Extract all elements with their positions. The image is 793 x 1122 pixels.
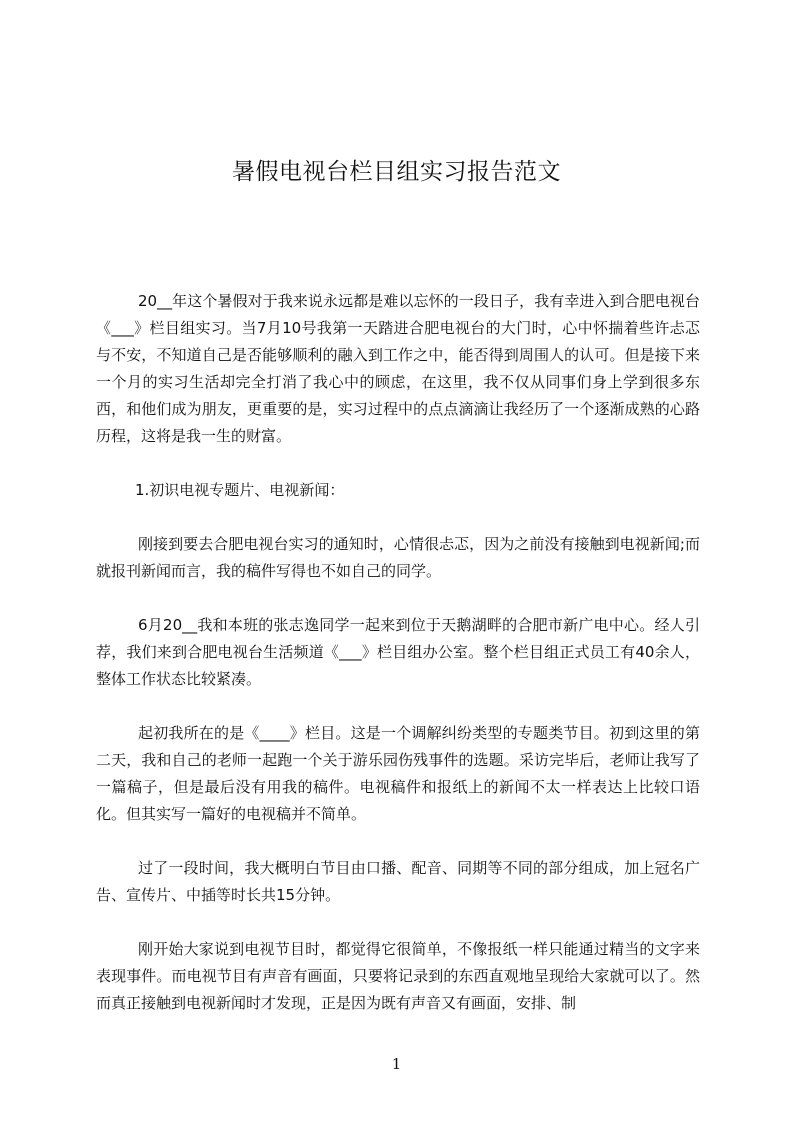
paragraph-arrival: 6月20__我和本班的张志逸同学一起来到位于天鹅湖畔的合肥市新广电中心。经人引荐，我们来到合肥电视台生活频道《___》栏目组办公室。整个栏目组正式员工有40余人，整体工作状态比较紧凑。	[96, 616, 700, 688]
document-body	[96, 288, 700, 1017]
paragraph-first-program: 起初我所在的是《____》栏目。这是一个调解纠纷类型的专题类节目。初到这里的第二天，我和自己的老师一起跑一个关于游乐园伤残事件的选题。采访完毕后，老师让我写了一篇稿子，但是最后没有用我的稿件。电视稿件和报纸上的新闻不太一样表达上比较口语化。但其实写一篇好的电视稿并不简单。	[96, 724, 700, 823]
page-title: 暑假电视台栏目组实习报告范文	[232, 159, 561, 186]
section-heading: 1.初识电视专题片、电视新闻：	[135, 481, 345, 499]
page-number: 1	[391, 1055, 402, 1073]
paragraph-tv-news: 刚开始大家说到电视节目时，都觉得它很简单，不像报纸一样只能通过精当的文字来表现事件。而电视节目有声音有画面，只要将记录到的东西直观地呈现给大家就可以了。然而真正接触到电视新闻时才发现，正是因为既有声音又有画面，安排、制	[96, 940, 700, 1012]
paragraph-program-structure: 过了一段时间，我大概明白节目由口播、配音、同期等不同的部分组成，加上冠名广告、宣传片、中插等时长共15分钟。	[96, 859, 700, 904]
paragraph-intro: 20__年这个暑假对于我来说永远都是难以忘怀的一段日子，我有幸进入到合肥电视台《___》栏目组实习。当7月10号我第一天踏进合肥电视台的大门时，心中怀揣着些许忐忑与不安，不知道自己是否能够顺利的融入到工作之中，能否得到周围人的认可。但是接下来一个月的实习生活却完全打消了我心中的顾虑，在这里，我不仅从同事们身上学到很多东西，和他们成为朋友，更重要的是，实习过程中的点点滴滴让我经历了一个逐渐成熟的心路历程，这将是我一生的财富。	[96, 292, 700, 445]
paragraph-notice: 刚接到要去合肥电视台实习的通知时，心情很忐忑，因为之前没有接触到电视新闻;而就报刊新闻而言，我的稿件写得也不如自己的同学。	[96, 535, 700, 580]
